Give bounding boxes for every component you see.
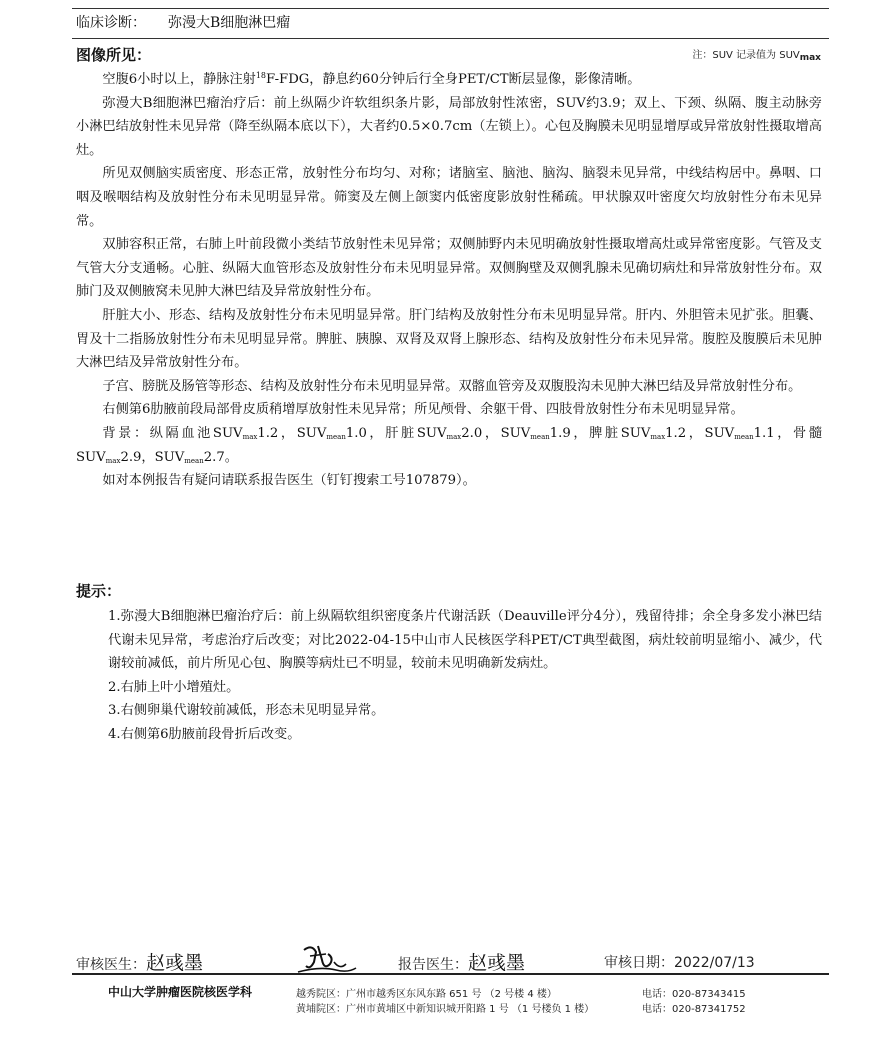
findings-paragraph-5: 肝脏大小、形态、结构及放射性分布未见明显异常。肝门结构及放射性分布未见明显异常。肝内、外胆管未见扩张。胆囊、胃及十二指肠放射性分布未见明显异常。脾脏、胰腺、双肾及双肾上腺形态、结构及放射性分布未见异常。腹腔及腹膜后未见肿大淋巴结及异常放射性分布。 [76,307,822,371]
findings-p1-text-a: 空腹6小时以上，静脉注射 [102,72,256,87]
bg-value: 2.7。 [203,449,238,465]
bg-suv: SUV [500,425,531,441]
diagnosis-rule [72,38,829,39]
review-date [604,952,755,972]
tip-item-4: 4.右侧第6肋腋前段骨折后改变。 [108,726,301,742]
bg-sub-max: max [446,432,462,441]
tip-item-1: 1.弥漫大B细胞淋巴瘤治疗后：前上纵隔软组织密度条片代谢活跃（Deauville评分4分），残留待排；余全身多发小淋巴结代谢未见异常，考虑治疗后改变；对比2022-04-15中山市人民核医学科PET/CT典型截图，病灶较前明显缩小、减少，代谢较前减低，前片所见心包、胸膜等病灶已不明显，较前未见明确新发病灶。 [108,609,822,672]
isotope-superscript: 18 [255,71,267,80]
footer-rule [72,973,829,975]
reviewer-signoff [76,948,203,975]
findings-paragraph-6: 子宫、膀胱及肠管等形态、结构及放射性分布未见明显异常。双髂血管旁及双腹股沟未见肿大淋巴结及异常放射性分布。 [102,378,802,394]
bg-suv: SUV [76,449,106,465]
bg-suv: SUV [416,425,447,441]
findings-background [76,422,822,469]
reporter-signoff [398,948,525,975]
reporter-label: 报告医生： [398,957,468,973]
top-rule [72,8,829,9]
bg-organ-spleen: 脾脏 [589,425,621,441]
findings-title: 图像所见： [76,46,152,64]
bg-sub-max: max [242,432,258,441]
bg-organ-liver: 肝脏 [385,425,417,441]
reviewer-name: 赵彧墨 [146,952,204,974]
bg-value: 1.2， [257,425,297,441]
review-date-label: 审核日期： [604,955,674,971]
tip-item-2: 2.右肺上叶小增殖灶。 [108,679,240,695]
clinical-diagnosis-value: 弥漫大B细胞淋巴瘤 [168,15,291,31]
bg-sub-max: max [650,432,666,441]
bg-value: 2.9， [120,449,155,465]
bg-organ-marrow: 骨髓 [793,425,823,441]
reporter-name: 赵彧墨 [468,952,526,974]
bg-sub-max: max [105,456,121,465]
findings-paragraph-4: 双肺容积正常，右肺上叶前段微小类结节放射性未见异常；双侧肺野内未见明确放射性摄取增高灶或异常密度影。气管及支气管大分支通畅。心脏、纵隔大血管形态及放射性分布未见明显异常。双侧胸壁及双侧乳腺未见确切病灶和异常放射性分布。双肺门及双侧腋窝未见肿大淋巴结及异常放射性分布。 [76,237,822,300]
suv-note-sub: max [799,53,821,63]
suv-note-text: 注：SUV 记录值为 SUV [692,50,800,61]
phone-yuexiu: 电话：020-87343415 [642,989,746,1000]
bg-suv: SUV [296,425,327,441]
tips-list [108,605,822,747]
findings-body [76,68,822,493]
bg-sub-mean: mean [530,432,550,441]
findings-p1-text-b: F-FDG，静息约60分钟后行全身PET/CT断层显像，影像清晰。 [266,72,641,87]
tips-title: 提示： [76,582,122,600]
address-huangpu: 黄埔院区：广州市黄埔区中新知识城开阳路 1 号 （1 号楼负 1 楼） [296,1004,595,1015]
bg-sub-mean: mean [734,432,754,441]
bg-value: 1.9， [549,425,590,441]
findings-paragraph-3: 所见双侧脑实质密度、形态正常，放射性分布均匀、对称；诸脑室、脑池、脑沟、脑裂未见异常，中线结构居中。鼻咽、口咽及喉咽结构及放射性分布未见明显异常。筛窦及左侧上颌窦内低密度影放射性稀疏。甲状腺双叶密度欠均放射性分布未见异常。 [76,166,822,229]
clinical-diagnosis-label: 临床诊断： [76,15,146,31]
review-date-value: 2022/07/13 [674,955,755,971]
bg-suv: SUV [212,425,243,441]
findings-contact-note: 如对本例报告有疑问请联系报告医生（钉钉搜索工号107879）。 [102,473,476,489]
bg-value: 1.2， [665,425,705,441]
tip-item-3: 3.右侧卵巢代谢较前减低，形态未见明显异常。 [108,703,385,719]
bg-label: 背景：纵隔血池 [102,425,213,441]
findings-paragraph-1 [76,68,822,92]
bg-suv: SUV [704,425,735,441]
clinical-diagnosis-row [76,13,290,33]
bg-value: 1.1， [753,425,794,441]
phone-huangpu: 电话：020-87341752 [642,1004,746,1015]
bg-suv: SUV [620,425,651,441]
bg-sub-mean: mean [184,456,204,465]
bg-sub-mean: mean [326,432,346,441]
bg-suv: SUV [154,449,185,465]
bg-value: 1.0， [345,425,386,441]
reviewer-label: 审核医生： [76,957,146,973]
hospital-name: 中山大学肿瘤医院核医学科 [108,985,253,999]
bg-value: 2.0， [461,425,501,441]
address-yuexiu: 越秀院区：广州市越秀区东风东路 651 号 （2 号楼 4 楼） [296,989,557,1000]
suv-note [692,46,821,63]
findings-paragraph-7: 右侧第6肋腋前段局部骨皮质稍增厚放射性未见异常；所见颅骨、余躯干骨、四肢骨放射性分布未见明显异常。 [102,402,744,418]
findings-paragraph-2: 弥漫大B细胞淋巴瘤治疗后：前上纵隔少许软组织条片影，局部放射性浓密，SUV约3.9；双上、下颈、纵隔、腹主动脉旁小淋巴结放射性未见异常（降至纵隔本底以下），大者约0.5×0.7cm（左锁上）。心包及胸膜未见明显增厚或异常放射性摄取增高灶。 [76,95,822,158]
